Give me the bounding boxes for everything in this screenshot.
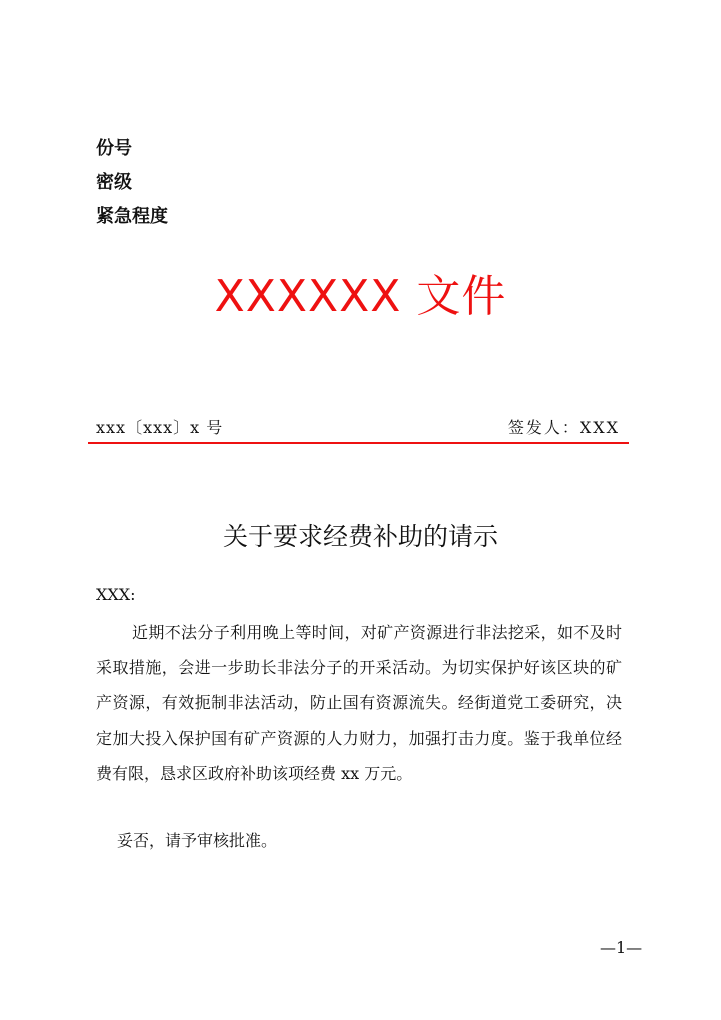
addressee: XXX: bbox=[96, 585, 136, 604]
urgency-label: 紧急程度 bbox=[96, 206, 168, 227]
document-meta bbox=[96, 132, 168, 234]
document-number: xxx〔xxx〕x 号 bbox=[96, 418, 224, 437]
document-subject: 关于要求经费补助的请示 bbox=[222, 522, 498, 551]
red-divider-line bbox=[88, 442, 629, 444]
issuing-authority-title: XXXXXX 文件 bbox=[214, 271, 507, 322]
copy-number-label: 份号 bbox=[96, 138, 132, 159]
closing-line: 妥否，请予审核批准。 bbox=[117, 831, 278, 850]
issuer-signature: 签发人：XXX bbox=[507, 418, 620, 437]
body-paragraph: 近期不法分子利用晚上等时间，对矿产资源进行非法挖采，如不及时采取措施，会进一步助长非法分子的开采活动。为切实保护好该区块的矿产资源，有效扼制非法活动，防止国有资源流失。经街道党工委研究，决定加大投入保护国有矿产资源的人力财力，加强打击力度。鉴于我单位经费有限，恳求区政府补助该项经费 xx 万元。 bbox=[96, 623, 622, 783]
page-number: —1— bbox=[600, 938, 643, 957]
classification-label: 密级 bbox=[96, 172, 132, 193]
